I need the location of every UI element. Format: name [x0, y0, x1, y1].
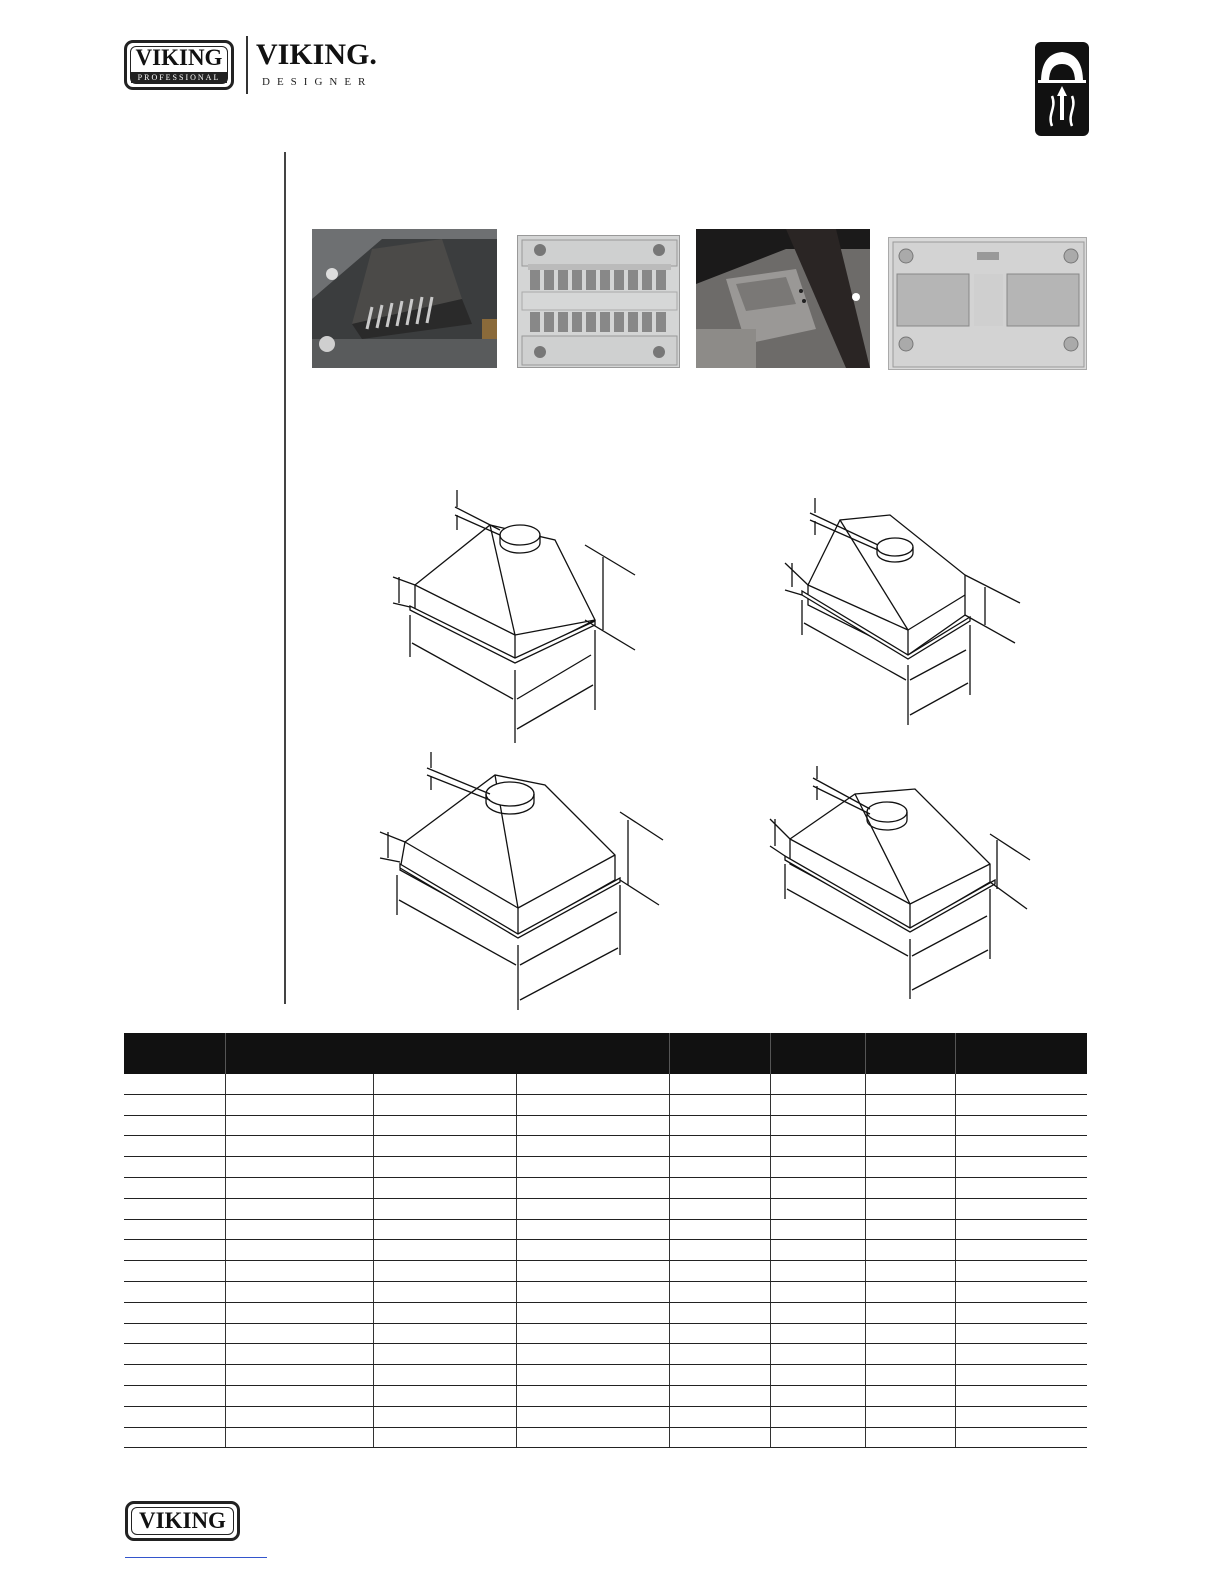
table-cell	[124, 1344, 225, 1365]
table-cell	[865, 1261, 955, 1282]
table-cell	[770, 1427, 865, 1448]
hood-insert-installed-photo	[312, 229, 497, 368]
table-row	[124, 1240, 1087, 1261]
table-cell	[516, 1177, 669, 1198]
hood-insert-cabinet-photo	[696, 229, 870, 368]
table-cell	[516, 1074, 669, 1094]
table-cell	[225, 1198, 373, 1219]
table-cell	[124, 1281, 225, 1302]
table-cell	[865, 1427, 955, 1448]
table-cell	[669, 1344, 770, 1365]
table-cell	[373, 1427, 516, 1448]
table-cell	[955, 1219, 1087, 1240]
table-cell	[373, 1385, 516, 1406]
table-cell	[955, 1302, 1087, 1323]
table-cell	[225, 1136, 373, 1157]
table-cell	[770, 1198, 865, 1219]
table-cell	[865, 1365, 955, 1386]
table-cell	[124, 1074, 225, 1094]
table-cell	[955, 1427, 1087, 1448]
table-cell	[516, 1198, 669, 1219]
viking-footer-logo	[125, 1501, 240, 1541]
table-cell	[770, 1136, 865, 1157]
table-cell	[770, 1281, 865, 1302]
table-cell	[516, 1219, 669, 1240]
table-row	[124, 1281, 1087, 1302]
logo-divider	[246, 36, 248, 94]
table-cell	[955, 1094, 1087, 1115]
table-cell	[124, 1094, 225, 1115]
table-header	[124, 1033, 1087, 1074]
table-cell	[124, 1240, 225, 1261]
table-row	[124, 1094, 1087, 1115]
table-cell	[373, 1323, 516, 1344]
table-cell	[770, 1365, 865, 1386]
table-cell	[124, 1427, 225, 1448]
table-cell	[770, 1240, 865, 1261]
table-cell	[225, 1219, 373, 1240]
table-cell	[516, 1385, 669, 1406]
table-cell	[865, 1094, 955, 1115]
table-cell	[225, 1365, 373, 1386]
table-cell	[124, 1136, 225, 1157]
table-row	[124, 1344, 1087, 1365]
table-cell	[955, 1157, 1087, 1178]
table-row	[124, 1198, 1087, 1219]
table-cell	[955, 1261, 1087, 1282]
table-cell	[669, 1177, 770, 1198]
table-header-cell	[124, 1033, 225, 1074]
table-body	[124, 1074, 1087, 1448]
table-cell	[373, 1177, 516, 1198]
table-cell	[770, 1157, 865, 1178]
table-cell	[669, 1427, 770, 1448]
table-cell	[124, 1177, 225, 1198]
table-cell	[865, 1219, 955, 1240]
table-cell	[516, 1136, 669, 1157]
table-cell	[669, 1198, 770, 1219]
table-cell	[669, 1094, 770, 1115]
table-cell	[770, 1406, 865, 1427]
table-cell	[669, 1323, 770, 1344]
table-row	[124, 1157, 1087, 1178]
table-cell	[124, 1115, 225, 1136]
table-cell	[373, 1157, 516, 1178]
footer-logo-word: VIKING	[139, 1508, 226, 1533]
table-cell	[669, 1219, 770, 1240]
table-cell	[955, 1074, 1087, 1094]
table-cell	[225, 1074, 373, 1094]
table-row	[124, 1261, 1087, 1282]
table-cell	[124, 1365, 225, 1386]
table-cell	[865, 1177, 955, 1198]
table-cell	[669, 1406, 770, 1427]
table-cell	[955, 1365, 1087, 1386]
table-cell	[124, 1198, 225, 1219]
logo-professional-sub: PROFESSIONAL	[131, 72, 227, 83]
table-cell	[955, 1240, 1087, 1261]
table-cell	[516, 1240, 669, 1261]
table-cell	[770, 1115, 865, 1136]
table-cell	[225, 1177, 373, 1198]
table-cell	[669, 1074, 770, 1094]
table-cell	[865, 1281, 955, 1302]
table-cell	[669, 1261, 770, 1282]
table-cell	[770, 1219, 865, 1240]
table-cell	[669, 1302, 770, 1323]
table-cell	[373, 1136, 516, 1157]
table-cell	[669, 1136, 770, 1157]
table-cell	[955, 1136, 1087, 1157]
table-cell	[865, 1385, 955, 1406]
table-row	[124, 1302, 1087, 1323]
table-cell	[373, 1240, 516, 1261]
table-header-cell	[865, 1033, 955, 1074]
table-cell	[865, 1136, 955, 1157]
table-row	[124, 1406, 1087, 1427]
table-cell	[373, 1344, 516, 1365]
table-cell	[770, 1074, 865, 1094]
table-cell	[124, 1406, 225, 1427]
table-cell	[516, 1281, 669, 1302]
table-cell	[770, 1261, 865, 1282]
table-cell	[770, 1177, 865, 1198]
table-cell	[373, 1219, 516, 1240]
table-cell	[124, 1219, 225, 1240]
table-cell	[373, 1261, 516, 1282]
table-cell	[373, 1365, 516, 1386]
hood-insert-bottom-photo	[888, 237, 1087, 370]
table-header-cell	[955, 1033, 1087, 1074]
table-cell	[373, 1302, 516, 1323]
table-cell	[865, 1074, 955, 1094]
table-row	[124, 1365, 1087, 1386]
table-cell	[225, 1302, 373, 1323]
table-cell	[516, 1406, 669, 1427]
table-cell	[225, 1094, 373, 1115]
table-cell	[373, 1198, 516, 1219]
table-cell	[516, 1261, 669, 1282]
hood-insert-front-photo	[517, 235, 680, 368]
table-cell	[865, 1302, 955, 1323]
table-cell	[124, 1261, 225, 1282]
table-cell	[669, 1115, 770, 1136]
hood-insert-drawing-2	[780, 495, 1025, 730]
table-header-cell	[669, 1033, 770, 1074]
table-cell	[124, 1302, 225, 1323]
table-header-cell	[770, 1033, 865, 1074]
table-cell	[669, 1385, 770, 1406]
table-cell	[225, 1261, 373, 1282]
logo-designer-word: VIKING.	[256, 38, 377, 71]
table-cell	[865, 1115, 955, 1136]
table-cell	[516, 1323, 669, 1344]
table-row	[124, 1136, 1087, 1157]
table-row	[124, 1115, 1087, 1136]
table-cell	[955, 1385, 1087, 1406]
table-cell	[865, 1406, 955, 1427]
table-row	[124, 1177, 1087, 1198]
table-cell	[124, 1385, 225, 1406]
table-row	[124, 1427, 1087, 1448]
table-cell	[373, 1115, 516, 1136]
table-cell	[865, 1344, 955, 1365]
table-cell	[955, 1198, 1087, 1219]
footer-link[interactable]	[125, 1557, 267, 1558]
table-cell	[373, 1094, 516, 1115]
logo-designer-sub: DESIGNER	[262, 76, 373, 88]
table-cell	[669, 1157, 770, 1178]
table-cell	[373, 1281, 516, 1302]
table-cell	[770, 1344, 865, 1365]
table-cell	[225, 1406, 373, 1427]
table-cell	[225, 1240, 373, 1261]
hood-insert-drawing-4	[765, 764, 1035, 1002]
table-cell	[516, 1157, 669, 1178]
table-cell	[955, 1115, 1087, 1136]
table-cell	[955, 1406, 1087, 1427]
table-cell	[770, 1385, 865, 1406]
table-cell	[516, 1115, 669, 1136]
table-row	[124, 1074, 1087, 1094]
table-row	[124, 1323, 1087, 1344]
hood-insert-drawing-1	[385, 485, 645, 747]
range-hood-icon	[1035, 42, 1089, 136]
table-cell	[373, 1074, 516, 1094]
logo-professional-word: VIKING	[135, 45, 223, 70]
table-row	[124, 1385, 1087, 1406]
table-cell	[516, 1365, 669, 1386]
table-cell	[865, 1157, 955, 1178]
table-cell	[865, 1240, 955, 1261]
section-divider	[284, 152, 286, 1004]
specifications-table	[124, 1033, 1087, 1448]
table-cell	[669, 1240, 770, 1261]
table-cell	[770, 1302, 865, 1323]
table-cell	[955, 1323, 1087, 1344]
table-row	[124, 1219, 1087, 1240]
hood-insert-drawing-3	[375, 750, 665, 1012]
table-cell	[225, 1115, 373, 1136]
table-cell	[770, 1323, 865, 1344]
table-cell	[225, 1344, 373, 1365]
table-cell	[669, 1365, 770, 1386]
table-cell	[225, 1157, 373, 1178]
table-cell	[225, 1427, 373, 1448]
table-cell	[516, 1344, 669, 1365]
table-cell	[669, 1281, 770, 1302]
table-cell	[516, 1094, 669, 1115]
table-cell	[225, 1323, 373, 1344]
table-cell	[955, 1344, 1087, 1365]
table-header-cell	[225, 1033, 669, 1074]
table-cell	[124, 1323, 225, 1344]
table-cell	[955, 1177, 1087, 1198]
table-cell	[770, 1094, 865, 1115]
table-cell	[516, 1302, 669, 1323]
table-cell	[516, 1427, 669, 1448]
table-cell	[225, 1385, 373, 1406]
table-cell	[373, 1406, 516, 1427]
table-cell	[124, 1157, 225, 1178]
table-cell	[865, 1198, 955, 1219]
table-cell	[225, 1281, 373, 1302]
table-cell	[865, 1323, 955, 1344]
viking-professional-logo	[124, 40, 234, 90]
table-cell	[955, 1281, 1087, 1302]
